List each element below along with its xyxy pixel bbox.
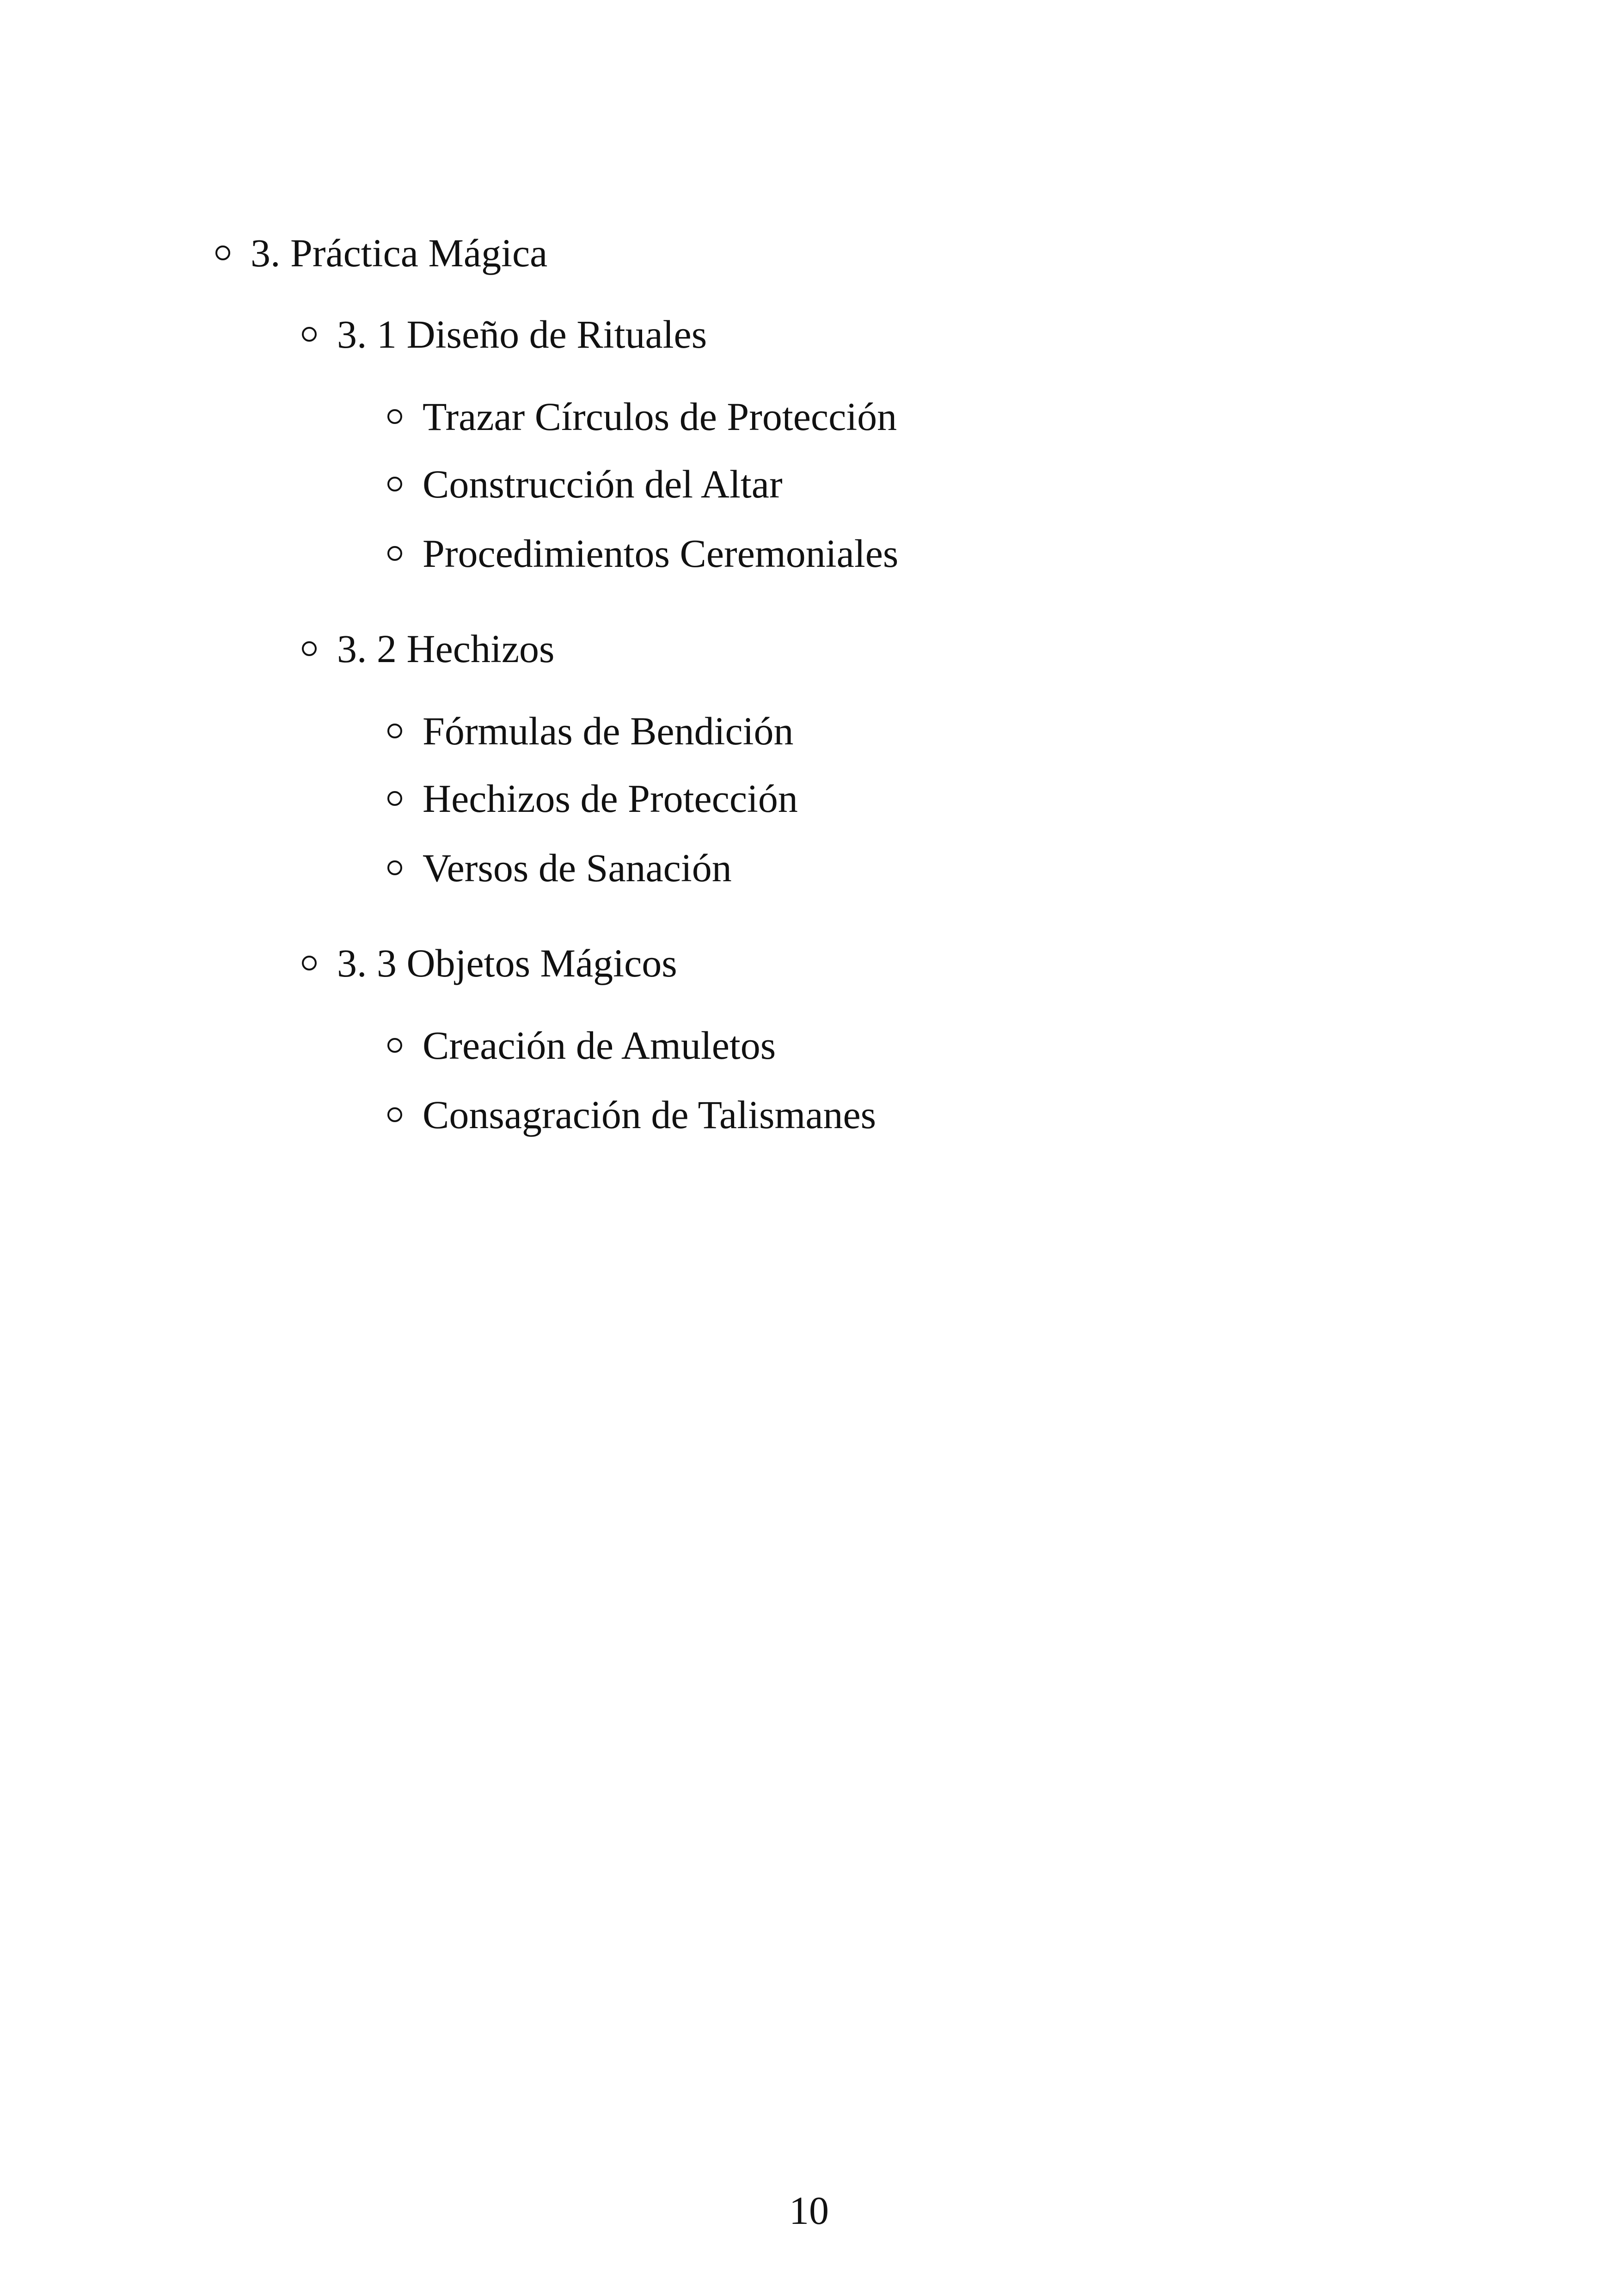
item-label: Hechizos de Protección	[423, 776, 798, 821]
item-label: Consagración de Talismanes	[423, 1093, 876, 1137]
subsection-title: 3. 1 Diseño de Rituales	[337, 312, 707, 356]
item-label: Creación de Amuletos	[423, 1023, 776, 1068]
hollow-circle-bullet-icon	[387, 1038, 402, 1053]
outline-item	[387, 391, 897, 442]
subsection-title: 3. 3 Objetos Mágicos	[337, 941, 677, 985]
outline-item	[387, 1089, 876, 1140]
outline-item	[387, 773, 798, 824]
outline-item	[387, 459, 783, 510]
hollow-circle-bullet-icon	[387, 409, 402, 424]
item-label: Trazar Círculos de Protección	[423, 394, 897, 439]
page-number: 10	[789, 2188, 829, 2233]
hollow-circle-bullet-icon	[387, 477, 402, 491]
item-label: Fórmulas de Bendición	[423, 709, 794, 753]
hollow-circle-bullet-icon	[215, 246, 230, 260]
item-label: Procedimientos Ceremoniales	[423, 531, 899, 576]
outline-item	[387, 1020, 776, 1071]
section-title: 3. Práctica Mágica	[251, 231, 548, 275]
item-label: Construcción del Altar	[423, 462, 783, 506]
hollow-circle-bullet-icon	[302, 956, 317, 970]
outline-item	[387, 706, 794, 756]
outline-item	[387, 528, 898, 579]
hollow-circle-bullet-icon	[387, 791, 402, 806]
outline-section	[215, 227, 547, 278]
hollow-circle-bullet-icon	[302, 641, 317, 656]
hollow-circle-bullet-icon	[387, 724, 402, 738]
outline-subsection	[302, 309, 707, 360]
item-label: Versos de Sanación	[423, 846, 732, 890]
outline-item	[387, 842, 732, 893]
subsection-title: 3. 2 Hechizos	[337, 626, 555, 671]
outline-subsection	[302, 938, 677, 988]
outline-subsection	[302, 623, 554, 674]
hollow-circle-bullet-icon	[302, 327, 317, 342]
hollow-circle-bullet-icon	[387, 546, 402, 561]
hollow-circle-bullet-icon	[387, 1107, 402, 1122]
hollow-circle-bullet-icon	[387, 860, 402, 875]
